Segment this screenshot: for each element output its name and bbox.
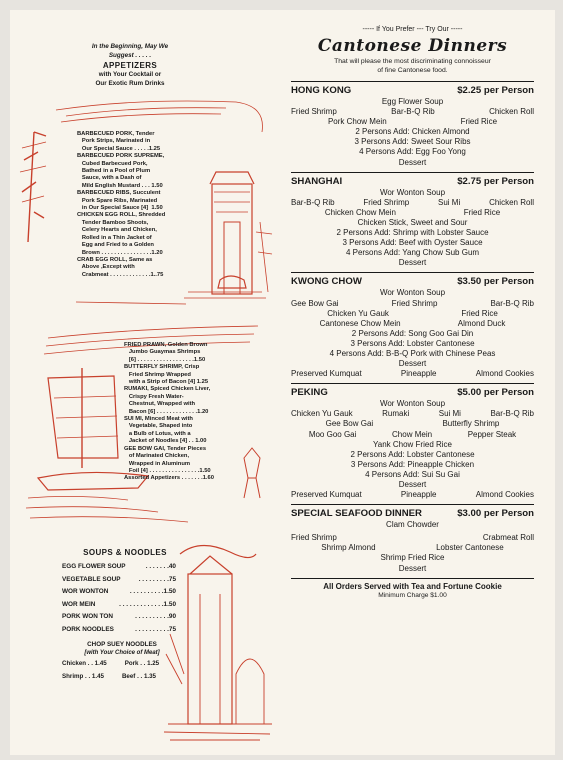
dish: Bar-B-Q Rib — [391, 107, 435, 117]
dinners-title: Cantonese Dinners — [317, 36, 508, 56]
dish: Moo Goo Gai — [308, 429, 357, 439]
tagline: ----- If You Prefer --- Try Our ----- — [362, 26, 463, 33]
dish: Crabmeat Roll — [482, 533, 534, 543]
persons-add: 4 Persons Add: Egg Foo Yong — [359, 147, 466, 157]
persons-add: 4 Persons Add: Yang Chow Sub Gum — [345, 248, 480, 258]
dinner-line — [291, 309, 534, 319]
soup-name: EGG FLOWER SOUP — [62, 563, 126, 570]
dessert-line: Dessert — [398, 157, 427, 167]
intro-line-2: Suggest . . . . . — [108, 52, 152, 59]
dessert-line: Dessert — [398, 359, 427, 369]
dish: Gee Bow Gai — [291, 298, 339, 308]
soup-name: WOR MEIN — [62, 600, 96, 608]
soups-title: SOUPS & NOODLES — [83, 548, 167, 557]
dish: Almond Duck — [457, 318, 506, 328]
dessert-line: Dessert — [398, 258, 427, 268]
dinner-price: $2.25 per Person — [457, 85, 534, 96]
subtitle-line-1: That will please the most discriminating connoisseur — [334, 58, 491, 65]
persons-add: 2 Persons Add: Chicken Almond — [355, 127, 470, 137]
chop-item: Beef . . 1.35 — [121, 672, 157, 680]
footer-note: All Orders Served with Tea and Fortune Cookie — [323, 581, 502, 591]
dish: Chicken Yu Gauk — [291, 409, 353, 419]
dish: Bar-B-Q Rib — [490, 409, 534, 419]
dinner-line — [291, 490, 534, 500]
dish: Rumaki — [382, 409, 410, 419]
dinner-price: $3.00 per Person — [457, 508, 534, 520]
chop-item: Chicken . . 1.45 — [62, 659, 107, 667]
dinner-header-hong-kong — [291, 82, 534, 97]
persons-add: 3 Persons Add: Pineapple Chicken — [350, 459, 475, 469]
dinner-line — [291, 107, 534, 117]
dish: Fried Shrimp — [291, 107, 337, 117]
dinner-line: Wor Wonton Soup — [379, 187, 446, 197]
dish: Chicken Roll — [489, 107, 534, 117]
dish: Cantonese Chow Mein — [319, 318, 401, 328]
appetizers-list-a: BARBECUED PORK, Tender Pork Strips, Marinated in Our Special Sauce . . . . .1.25 BARBECUED PORK SUPREME, Cubed Barbecued Pork, Bathed in a Pool of Plum Sauce, with a Dash of Mild English Mustard . . . 1.50 BARBECUED RIBS, Succulent Pork Spare Ribs, Marinated in Our Special Sauce [4] 1.50 CHICKEN EGG ROLL, Shredded Tender Bamboo Shoots, Celery Hearts and Chicken, Rolled in a Thin Jacket of Egg and Fried to a Golden Brown . . . . . . . . . . . . . . . .1.20 CRAB EGG ROLL, Same as Above ,Except with Crabmeat . . . . . . . . . . . . .1..75 — [77, 131, 166, 278]
soup-name: PORK WON TON — [62, 613, 114, 621]
dish: Pineapple — [400, 490, 437, 500]
dinner-line — [291, 198, 534, 208]
soup-price: . . . . . . . . .75 — [138, 575, 176, 583]
dessert-line: Dessert — [398, 563, 427, 573]
persons-add: 2 Persons Add: Shrimp with Lobster Sauce — [336, 228, 489, 238]
dinner-line — [291, 419, 534, 429]
dinner-line: Clam Chowder — [386, 520, 439, 530]
dinner-line — [291, 319, 534, 329]
dish: Shrimp Almond — [321, 543, 376, 553]
soup-row — [62, 586, 176, 599]
dish: Almond Cookies — [475, 369, 534, 379]
dish: Gee Bow Gai — [325, 419, 374, 429]
dish: Pork Chow Mein — [327, 117, 387, 127]
soup-price: . . . . . . . . . .1.50 — [129, 588, 176, 596]
soup-row — [62, 574, 176, 587]
dinner-name: SPECIAL SEAFOOD DINNER — [291, 508, 422, 520]
dinner-line — [291, 543, 534, 553]
intro-line-4: Our Exotic Rum Drinks — [95, 80, 165, 87]
chop-suey-row — [62, 656, 192, 671]
dish: Fried Rice — [460, 117, 498, 127]
dish: Preserved Kumquat — [291, 490, 362, 500]
soup-price: . . . . . . . . . . . . .1.50 — [119, 600, 176, 608]
soup-name: WOR WONTON — [62, 588, 109, 596]
chop-item: Pork . . 1.25 — [124, 659, 160, 667]
minimum-charge: Minimum Charge $1.00 — [378, 591, 447, 599]
dinner-header-shanghai — [291, 173, 534, 188]
soup-row — [62, 611, 176, 624]
dinner-name: HONG KONG — [291, 85, 352, 96]
dish: Lobster Cantonese — [436, 543, 504, 553]
dinner-header-peking — [291, 384, 534, 399]
dish: Fried Rice — [463, 207, 501, 217]
dish: Fried Shrimp — [391, 298, 438, 308]
soup-row — [62, 599, 176, 612]
section-rule — [291, 578, 534, 579]
chop-suey-title: CHOP SUEY NOODLES — [87, 640, 157, 648]
soup-price: . . . . . . .40 — [145, 563, 176, 570]
dinner-line — [291, 409, 534, 419]
chop-suey-row — [62, 671, 192, 682]
appetizers-title: APPETIZERS — [102, 61, 158, 70]
dinner-line: Shrimp Fried Rice — [380, 553, 445, 563]
dinner-header-kwong-chow — [291, 273, 534, 288]
intro-line-1: In the Beginning, May We — [91, 43, 169, 50]
dish: Chicken Roll — [489, 197, 534, 207]
dish: Butterfly Shrimp — [442, 419, 500, 429]
cantonese-dinners — [291, 26, 534, 599]
dessert-line: Dessert — [398, 480, 427, 489]
dish: Bar-B-Q Rib — [490, 298, 534, 308]
dinner-line — [291, 299, 534, 309]
dish: Chow Mein — [392, 429, 433, 439]
dinner-line: Wor Wonton Soup — [379, 288, 446, 298]
persons-add: 3 Persons Add: Lobster Cantonese — [350, 338, 475, 348]
soup-price: . . . . . . . . . .75 — [135, 625, 176, 633]
dinner-name: KWONG CHOW — [291, 276, 362, 288]
subtitle-line-2: of fine Cantonese food. — [377, 67, 448, 74]
dish: Pepper Steak — [467, 429, 517, 439]
dinner-line — [291, 117, 534, 127]
dinner-price: $2.75 per Person — [457, 175, 534, 187]
dinner-line — [291, 208, 534, 218]
intro-line-3: with Your Cocktail or — [98, 71, 162, 78]
soup-name: PORK NOODLES — [62, 625, 114, 633]
dinner-line — [291, 533, 534, 543]
dish: Fried Shrimp — [363, 197, 410, 207]
dish: Bar-B-Q Rib — [291, 197, 335, 207]
dinner-price: $5.00 per Person — [457, 387, 534, 399]
dish: Preserved Kumquat — [291, 369, 362, 379]
soup-row — [62, 561, 176, 574]
dinner-price: $3.50 per Person — [457, 276, 534, 288]
dish: Fried Rice — [461, 308, 498, 318]
dish: Sui Mi — [438, 409, 461, 419]
persons-add: 4 Persons Add: Sui Su Gai — [365, 469, 460, 479]
persons-add: 3 Persons Add: Sweet Sour Ribs — [354, 137, 471, 147]
dish: Pineapple — [400, 369, 437, 379]
dinner-line: Wor Wonton Soup — [379, 399, 446, 409]
dish: Fried Shrimp — [291, 533, 337, 543]
dish: Chicken Chow Mein — [324, 207, 396, 217]
dinner-name: SHANGHAI — [291, 175, 343, 187]
soup-price: . . . . . . . . . .90 — [135, 613, 176, 621]
dinner-line: Chicken Stick, Sweet and Sour — [357, 217, 468, 227]
persons-add: 2 Persons Add: Song Goo Gai Din — [351, 328, 474, 338]
dish: Chicken Yu Gauk — [327, 308, 389, 318]
soup-row — [62, 624, 176, 637]
persons-add: 4 Persons Add: B-B-Q Pork with Chinese Peas — [329, 348, 496, 358]
dinner-line: Yank Chow Fried Rice — [373, 439, 452, 449]
chop-item: Shrimp . . 1.45 — [62, 672, 104, 680]
chop-suey-choice: [with Your Choice of Meat] — [84, 649, 160, 656]
dinner-header-seafood — [291, 505, 534, 520]
appetizers-list-b: FRIED PRAWN, Golden Brown Jumbo Guaymas Shrimps [6] . . . . . . . . . . . . . . . . . .1.50 BUTTERFLY SHRIMP, Crisp Fried Shrimp Wrapped with a Strip of Bacon [4] 1.25 RUMAKI, Spiced Chicken Liver, Crispy Fresh Water- Chestnut, Wrapped with Bacon [6] . . . . . . . . . . . . .1.20 SUI MI, Minced Meat with Vegetable, Shaped into a Bulb of Lotus, with a Jacket of Noodles [4] . . 1.00 GEE BOW GAI, Tender Pieces of Marinated Chicken, Wrapped in Aluminum Foil [4] . . . . . . . . . . . . . . . .1.50 Assorted Appetizers . . . . . . .1.60 — [124, 342, 214, 482]
appetizers-intro — [65, 42, 195, 88]
dish: Almond Cookies — [475, 490, 534, 500]
dinner-line — [291, 430, 534, 440]
soups-section — [62, 548, 192, 682]
soup-name: VEGETABLE SOUP — [62, 575, 121, 583]
dinner-name: PEKING — [291, 387, 328, 399]
persons-add: 3 Persons Add: Beef with Oyster Sauce — [342, 238, 483, 248]
dinner-line: Egg Flower Soup — [381, 97, 444, 106]
dish: Sui Mi — [438, 197, 461, 207]
dinner-line — [291, 369, 534, 379]
persons-add: 2 Persons Add: Lobster Cantonese — [350, 449, 475, 459]
